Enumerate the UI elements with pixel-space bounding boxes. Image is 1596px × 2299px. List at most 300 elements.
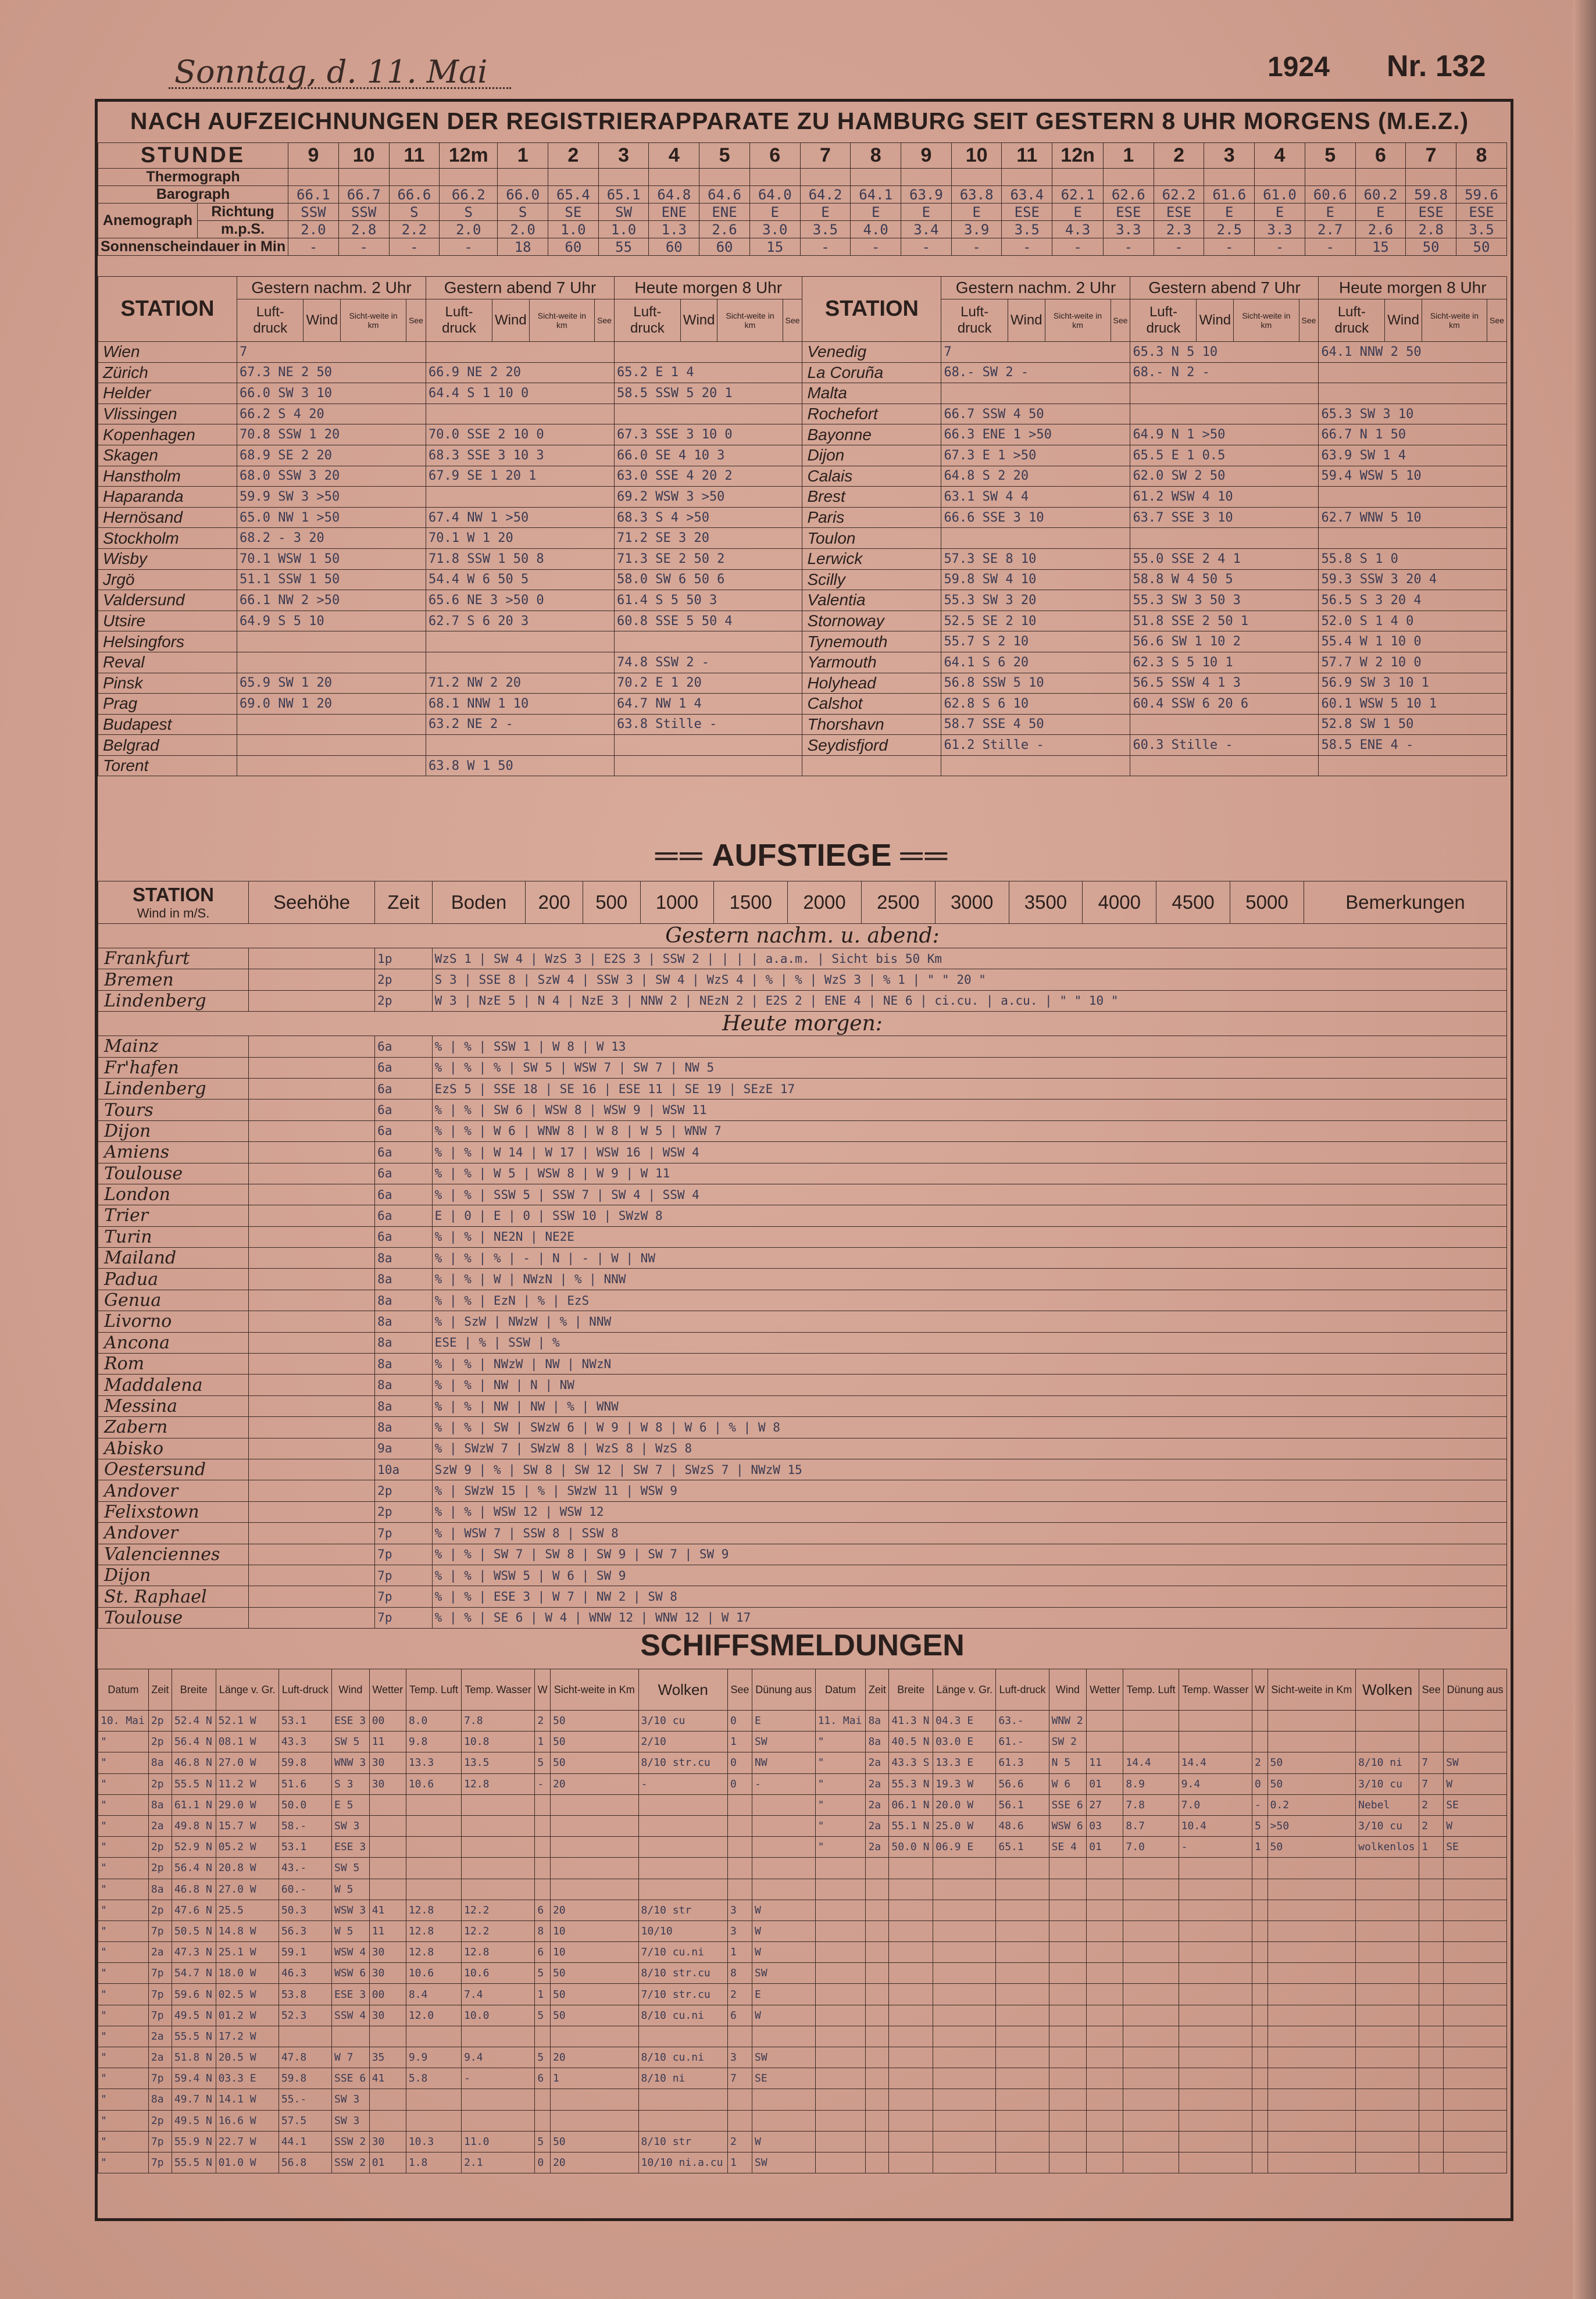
schiff-cell: 59.6 N [172, 1984, 216, 2005]
schiff-cell: 50.0 [279, 1794, 331, 1815]
registrier-stunde-value: 7 [800, 143, 851, 169]
ascent-station-name: London [98, 1184, 249, 1205]
station-name: La Coruña [802, 362, 941, 383]
schiff-cell [1123, 1920, 1179, 1941]
schiff-cell [1252, 2068, 1267, 2089]
schiff-cell [727, 1815, 752, 1836]
station-name: Reval [98, 652, 237, 673]
aufstiege-row [98, 1565, 1507, 1586]
ascent-station-name: Felixstown [98, 1501, 249, 1522]
station-observation: 69.0 NW 1 20 [237, 694, 426, 715]
registrier-stunde-value: 8 [851, 143, 901, 169]
registrier-sonne-value: - [389, 238, 440, 256]
schiff-cell [996, 1879, 1049, 1900]
schiff-cell: 1 [727, 2152, 752, 2173]
schiff-cell: 25.1 W [216, 1942, 279, 1963]
schiff-cell [1419, 2152, 1444, 2173]
aufstiege-row [98, 1290, 1507, 1311]
registrier-barograph-value: 62.1 [1052, 186, 1104, 204]
schiff-row [98, 1858, 1507, 1879]
registrier-row-sonne [98, 238, 1507, 256]
schiff-cell [638, 2110, 727, 2131]
schiff-cell [866, 1900, 889, 1920]
schiff-cell: wolkenlos [1356, 1837, 1419, 1858]
schiff-cell [1087, 2068, 1123, 2089]
station-subheader: Luft-druck [237, 299, 304, 342]
schiff-cell [550, 1879, 638, 1900]
schiff-cell: " [98, 2026, 149, 2047]
schiff-cell: 35 [369, 2047, 406, 2068]
station-name: Scilly [802, 569, 941, 590]
seehoehe-cell [249, 1544, 375, 1565]
ascent-winds: % | % | NW | N | NW [432, 1375, 1506, 1395]
schiff-cell [996, 1900, 1049, 1920]
schiff-cell: 0 [727, 1752, 752, 1773]
station-observation: 66.3 ENE 1 >50 [941, 424, 1130, 445]
schiff-cell [866, 2005, 889, 2026]
schiff-cell [889, 2005, 933, 2026]
registrier-barograph-value: 59.6 [1456, 186, 1506, 204]
ascent-time: 8a [375, 1332, 433, 1353]
schiff-cell [1356, 1942, 1419, 1963]
station-observation: 52.8 SW 1 50 [1319, 714, 1507, 735]
schiff-cell [1179, 2026, 1252, 2047]
schiff-cell: 9.4 [462, 2047, 535, 2068]
registrier-mps-value: 4.3 [1052, 221, 1104, 238]
station-observation: 62.0 SW 2 50 [1130, 466, 1319, 487]
seehoehe-cell [249, 1586, 375, 1607]
schiff-cell: " [98, 1837, 149, 1858]
aufstiege-row [98, 1205, 1507, 1226]
schiff-column-header: Breite [889, 1669, 933, 1711]
schiff-cell [1444, 2068, 1507, 2089]
schiff-cell [369, 1837, 406, 1858]
station-observation: 61.2 Stille - [941, 735, 1130, 756]
schiff-cell [866, 2089, 889, 2110]
registrier-row-stunde [98, 143, 1507, 169]
station-observation: 71.2 NW 2 20 [426, 673, 615, 694]
schiff-cell [1444, 1732, 1507, 1752]
schiff-cell [866, 1984, 889, 2005]
station-observation [941, 383, 1130, 404]
schiff-cell [866, 2131, 889, 2152]
schiff-cell: 20.8 W [216, 1858, 279, 1879]
station-subheader: Sicht-weite in km [1234, 299, 1299, 342]
ascent-time: 6a [375, 1036, 433, 1057]
schiff-cell [933, 2110, 996, 2131]
aufstiege-row [98, 1354, 1507, 1375]
ascent-station-name: Trier [98, 1205, 249, 1226]
station-group-header: Heute morgen 8 Uhr [1319, 277, 1507, 299]
registrier-mps-value: 2.6 [699, 221, 750, 238]
station-observation: 64.7 NW 1 4 [615, 694, 802, 715]
schiff-cell: 56.4 N [172, 1858, 216, 1879]
ascent-station-name: Toulouse [98, 1163, 249, 1184]
registrier-thermograph-value [1154, 169, 1204, 186]
station-observation: 55.0 SSE 2 4 1 [1130, 548, 1319, 569]
ascent-time: 6a [375, 1120, 433, 1141]
schiff-cell: 7.8 [1123, 1794, 1179, 1815]
schiff-cell: 46.8 N [172, 1879, 216, 1900]
station-observation: 66.0 SE 4 10 3 [615, 445, 802, 466]
registrier-sonne-value: - [1052, 238, 1104, 256]
schiff-cell: 8.4 [406, 1984, 461, 2005]
aufstiege-row [98, 1544, 1507, 1565]
schiff-cell: 8/10 str.cu [638, 1963, 727, 1984]
schiff-cell: " [815, 1837, 866, 1858]
registrier-mps-value: 2.6 [1355, 221, 1406, 238]
schiff-cell: 17.2 W [216, 2026, 279, 2047]
registrier-stunde-value: 9 [288, 143, 339, 169]
station-row [98, 424, 1507, 445]
schiff-cell [1356, 2068, 1419, 2089]
schiff-cell: " [815, 1794, 866, 1815]
schiff-cell: SE [1444, 1837, 1507, 1858]
seehoehe-cell [249, 1523, 375, 1544]
schiff-cell [1444, 1963, 1507, 1984]
schiff-cell: 56.6 [996, 1773, 1049, 1794]
schiff-cell [727, 1837, 752, 1858]
schiff-cell: SW [752, 1963, 815, 1984]
ascent-winds: ESE | % | SSW | % [432, 1332, 1506, 1353]
registrier-richtung-value: ESE [1154, 204, 1204, 221]
ascent-station-name: Zabern [98, 1417, 249, 1438]
station-subheader: Wind [492, 299, 530, 342]
schiff-cell: 8/10 cu.ni [638, 2005, 727, 2026]
registrier-stunde-value: 8 [1456, 143, 1506, 169]
schiff-cell: 50 [550, 1984, 638, 2005]
schiff-cell [889, 2089, 933, 2110]
schiff-cell: 48.6 [996, 1815, 1049, 1836]
station-row [98, 755, 1507, 776]
schiff-cell: SW [752, 1732, 815, 1752]
registrier-richtung-value: ESE [1406, 204, 1456, 221]
schiff-cell [1049, 1920, 1087, 1941]
aufstiege-column-header: 3000 [935, 881, 1009, 924]
ascent-station-name: Ancona [98, 1332, 249, 1353]
schiff-cell [727, 2026, 752, 2047]
station-subheader: Luft-druck [1130, 299, 1197, 342]
schiff-cell: 12.8 [406, 1942, 461, 1963]
registrier-thermograph-value [440, 169, 498, 186]
station-observation: 66.7 N 1 50 [1319, 424, 1507, 445]
station-observation: 63.8 Stille - [615, 714, 802, 735]
schiff-cell: SW 5 [332, 1732, 370, 1752]
schiff-cell: 7.0 [1123, 1837, 1179, 1858]
schiff-cell [1419, 2026, 1444, 2047]
ascent-station-name: Padua [98, 1269, 249, 1290]
registrier-barograph-value: 59.8 [1406, 186, 1456, 204]
schiff-cell: 3 [727, 1900, 752, 1920]
schiff-cell: 14.4 [1123, 1752, 1179, 1773]
schiff-cell [1179, 1900, 1252, 1920]
schiff-cell [1356, 1963, 1419, 1984]
schiff-cell [1267, 2089, 1356, 2110]
station-name: Zürich [98, 362, 237, 383]
station-observation: 74.8 SSW 2 - [615, 652, 802, 673]
schiff-cell [1444, 2005, 1507, 2026]
registrier-mps-value: 2.0 [288, 221, 339, 238]
schiff-cell [933, 1942, 996, 1963]
schiff-cell: 7/10 str.cu [638, 1984, 727, 2005]
station-subheader: See [406, 299, 426, 342]
station-observation: 59.4 WSW 5 10 [1319, 466, 1507, 487]
registrier-stunde-value: 7 [1406, 143, 1456, 169]
schiff-column-header: Temp. Luft [1123, 1669, 1179, 1711]
aufstiege-column-header: 3500 [1009, 881, 1083, 924]
schiff-cell [1087, 1920, 1123, 1941]
station-observation: 63.1 SW 4 4 [941, 487, 1130, 508]
schiff-cell: 0 [727, 1711, 752, 1732]
ascent-time: 2p [375, 1501, 433, 1522]
schiff-cell [1087, 1879, 1123, 1900]
schiff-cell [1252, 1711, 1267, 1732]
schiff-cell [1049, 2026, 1087, 2047]
schiff-cell: SW 5 [332, 1858, 370, 1879]
station-subheader: Wind [1385, 299, 1422, 342]
schiff-cell [752, 1837, 815, 1858]
schiff-cell: 41 [369, 2068, 406, 2089]
schiff-cell [1252, 2005, 1267, 2026]
schiff-cell: WSW 3 [332, 1900, 370, 1920]
ascent-station-name: Abisko [98, 1438, 249, 1459]
schiff-cell: SW 3 [332, 1815, 370, 1836]
registrier-mps-value: 3.5 [1002, 221, 1052, 238]
station-name: Dijon [802, 445, 941, 466]
schiff-cell: 8a [866, 1711, 889, 1732]
schiff-cell [1419, 2089, 1444, 2110]
schiff-cell: 0 [1252, 1773, 1267, 1794]
schiff-cell [1049, 1963, 1087, 1984]
schiff-cell: 2a [148, 1815, 172, 1836]
station-group-header: Gestern nachm. 2 Uhr [941, 277, 1130, 299]
schiff-cell [1123, 2152, 1179, 2173]
seehoehe-cell [249, 1205, 375, 1226]
station-observation: 63.7 SSE 3 10 [1130, 507, 1319, 528]
ascent-station-name: Dijon [98, 1120, 249, 1141]
schiff-cell: 10.8 [462, 1732, 535, 1752]
registrier-barograph-value: 62.2 [1154, 186, 1204, 204]
schiff-cell: WSW 6 [332, 1963, 370, 1984]
schiff-column-header: Zeit [866, 1669, 889, 1711]
registrier-mps-value: 3.9 [951, 221, 1002, 238]
schiff-column-header: Temp. Wasser [462, 1669, 535, 1711]
schiff-cell: SW 3 [332, 2089, 370, 2110]
schiff-cell: 12.2 [462, 1920, 535, 1941]
schiff-cell [752, 1858, 815, 1879]
ascent-winds: % | % | W | NWzN | % | NNW [432, 1269, 1506, 1290]
station-observation: 65.9 SW 1 20 [237, 673, 426, 694]
station-row [98, 507, 1507, 528]
schiff-column-header: Länge v. Gr. [933, 1669, 996, 1711]
registrier-barograph-value: 60.6 [1305, 186, 1355, 204]
schiff-cell: 46.3 [279, 1963, 331, 1984]
schiff-cell: 1 [550, 2068, 638, 2089]
station-subheader: See [1299, 299, 1319, 342]
schiff-row [98, 1794, 1507, 1815]
schiff-cell: 20 [550, 2047, 638, 2068]
schiff-cell [1049, 2005, 1087, 2026]
station-observation [615, 735, 802, 756]
schiff-cell: 59.8 [279, 1752, 331, 1773]
station-observation: 57.3 SE 8 10 [941, 548, 1130, 569]
schiff-cell: SSE 6 [1049, 1794, 1087, 1815]
schiff-cell: SSW 2 [332, 2131, 370, 2152]
ascent-winds: % | % | SSW 5 | SSW 7 | SW 4 | SSW 4 [432, 1184, 1506, 1205]
schiff-cell [933, 1900, 996, 1920]
schiff-cell [535, 2089, 551, 2110]
schiff-cell: 2 [727, 2131, 752, 2152]
schiff-cell: SW 2 [1049, 1732, 1087, 1752]
schiff-cell: 2p [148, 1773, 172, 1794]
schiff-cell: 1.8 [406, 2152, 461, 2173]
ascent-station-name: Oestersund [98, 1459, 249, 1480]
seehoehe-cell [249, 1459, 375, 1480]
station-observation: 66.1 NW 2 >50 [237, 590, 426, 611]
schiff-cell [1123, 2026, 1179, 2047]
schiff-cell [638, 1794, 727, 1815]
schiff-cell: 3 [727, 1920, 752, 1941]
station-name: Thorshavn [802, 714, 941, 735]
schiff-cell: 55.5 N [172, 2026, 216, 2047]
schiff-cell [1087, 2152, 1123, 2173]
station-observation [615, 631, 802, 652]
station-subheader: Sicht-weite in km [717, 299, 783, 342]
schiff-cell: 10.0 [462, 2005, 535, 2026]
ascent-winds: WzS 1 | SW 4 | WzS 3 | E2S 3 | SSW 2 | | | | a.a.m. | Sicht bis 50 Km [432, 948, 1506, 969]
aufstiege-column-header: 4000 [1083, 881, 1156, 924]
schiff-cell: 2a [866, 1773, 889, 1794]
ascent-winds: % | % | SSW 1 | W 8 | W 13 [432, 1036, 1506, 1057]
schiff-cell [727, 2110, 752, 2131]
schiff-cell [866, 1858, 889, 1879]
station-observation: 65.0 NW 1 >50 [237, 507, 426, 528]
schiff-cell: 50 [550, 1752, 638, 1773]
station-observation [1319, 528, 1507, 549]
station-row [98, 735, 1507, 756]
aufstiege-row [98, 1036, 1507, 1057]
schiff-cell: 59.8 [279, 2068, 331, 2089]
ascent-time: 6a [375, 1205, 433, 1226]
station-observation: 67.3 E 1 >50 [941, 445, 1130, 466]
schiff-cell: S 3 [332, 1773, 370, 1794]
ascent-station-name: Tours [98, 1099, 249, 1120]
aufstiege-row [98, 1586, 1507, 1607]
station-observation: 71.3 SE 2 50 2 [615, 548, 802, 569]
schiff-cell [1356, 1984, 1419, 2005]
schiff-cell [1444, 1984, 1507, 2005]
ascent-time: 6a [375, 1078, 433, 1099]
schiff-cell [1087, 1858, 1123, 1879]
schiff-cell [996, 2026, 1049, 2047]
registrier-thermograph-value [1305, 169, 1355, 186]
schiff-column-header: Luft-druck [996, 1669, 1049, 1711]
seehoehe-cell [249, 948, 375, 969]
schiff-cell: 20.5 W [216, 2047, 279, 2068]
registrier-mps-value: 2.0 [498, 221, 548, 238]
station-name: Stornoway [802, 611, 941, 631]
registrier-stunde-value: 1 [1103, 143, 1154, 169]
schiff-cell [1123, 1900, 1179, 1920]
registrier-barograph-value: 60.2 [1355, 186, 1406, 204]
station-observation: 63.8 W 1 50 [426, 755, 615, 776]
station-observation: 62.7 WNW 5 10 [1319, 507, 1507, 528]
schiff-cell [889, 2110, 933, 2131]
schiff-cell: 11.2 W [216, 1773, 279, 1794]
schiff-cell: 00 [369, 1711, 406, 1732]
registrier-barograph-value: 64.8 [649, 186, 699, 204]
schiff-cell: " [815, 1732, 866, 1752]
schiff-cell [1444, 2026, 1507, 2047]
registrier-mps-value: 1.0 [598, 221, 649, 238]
aufstiege-station-header [98, 881, 249, 924]
schiff-cell: 40.5 N [889, 1732, 933, 1752]
ascent-time: 6a [375, 1099, 433, 1120]
station-observation: 64.9 S 5 10 [237, 611, 426, 631]
schiff-cell [815, 2110, 866, 2131]
station-row [98, 590, 1507, 611]
schiff-cell [1267, 1900, 1356, 1920]
schiff-cell [1123, 1984, 1179, 2005]
schiff-column-header: Wolken [638, 1669, 727, 1711]
seehoehe-cell [249, 1036, 375, 1057]
schiff-cell: 2/10 [638, 1732, 727, 1752]
schiff-cell: 0 [727, 1773, 752, 1794]
schiff-cell [1444, 1711, 1507, 1732]
station-observation [1130, 404, 1319, 424]
registrier-richtung-value: S [389, 204, 440, 221]
schiff-cell: 30 [369, 1942, 406, 1963]
station-name: Hanstholm [98, 466, 237, 487]
schiff-column-header: Datum [98, 1669, 149, 1711]
schiff-cell [1179, 2047, 1252, 2068]
schiff-column-header: Luft-druck [279, 1669, 331, 1711]
schiff-cell: 50 [550, 1711, 638, 1732]
ascent-station-name: Livorno [98, 1311, 249, 1332]
station-name: Calshot [802, 694, 941, 715]
registrier-richtung-value: E [749, 204, 800, 221]
registrier-stunde-value: 10 [951, 143, 1002, 169]
schiff-row [98, 2152, 1507, 2173]
schiff-cell: " [98, 2068, 149, 2089]
station-name: Helder [98, 383, 237, 404]
registrier-sonne-value: 50 [1406, 238, 1456, 256]
schiff-cell [406, 1858, 461, 1879]
station-name: Paris [802, 507, 941, 528]
aufstiege-subtitle-row [98, 1012, 1507, 1036]
schiff-cell [1179, 1732, 1252, 1752]
schiff-cell [1419, 1942, 1444, 1963]
ascent-time: 2p [375, 969, 433, 990]
schiff-cell: SE 4 [1049, 1837, 1087, 1858]
schiff-cell: 01.0 W [216, 2152, 279, 2173]
seehoehe-cell [249, 1311, 375, 1332]
schiff-cell: SW [1444, 1752, 1507, 1773]
schiff-cell [1267, 1732, 1356, 1752]
station-observation: 55.3 SW 3 50 3 [1130, 590, 1319, 611]
schiff-cell [933, 2026, 996, 2047]
station-observation: 60.8 SSE 5 50 4 [615, 611, 802, 631]
schiff-cell [462, 1879, 535, 1900]
schiff-cell [1267, 2068, 1356, 2089]
seehoehe-cell [249, 1099, 375, 1120]
station-label: STATION [133, 884, 214, 905]
schiff-cell: " [98, 1752, 149, 1773]
schiff-cell: 8a [866, 1732, 889, 1752]
schiff-cell [638, 1858, 727, 1879]
ascent-station-name: Toulouse [98, 1607, 249, 1628]
schiff-cell [369, 1815, 406, 1836]
